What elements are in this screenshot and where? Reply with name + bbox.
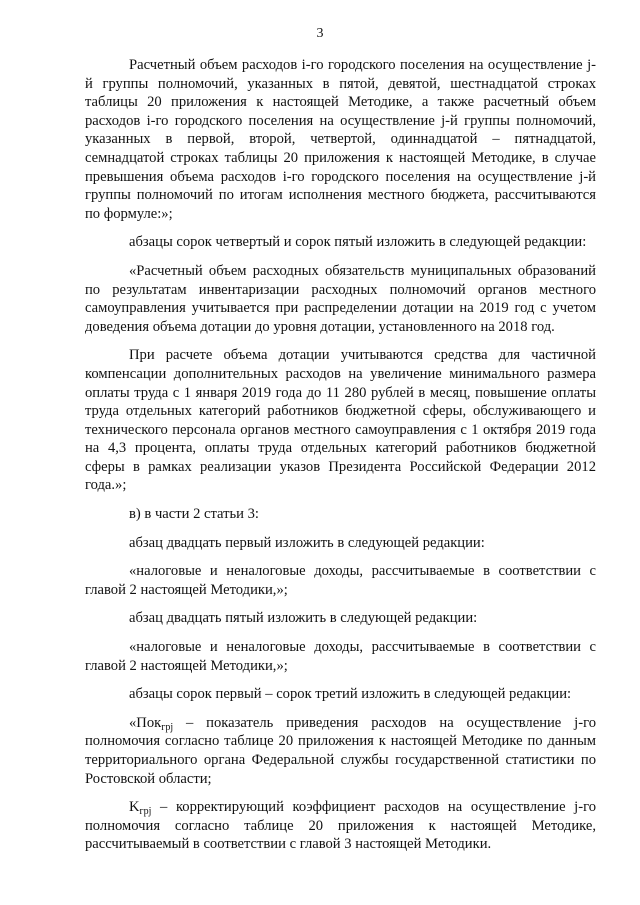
- document-body: [85, 56, 596, 864]
- paragraph-part-2-article-3: в) в части 2 статьи 3:: [129, 506, 259, 523]
- k-text: – корректирующий коэффициент расходов на осуществление j-го полномочия согласно таблице 20 приложения к настоящей Методике, рассчитываемый в соответствии с главой 3 настоящей Методики.: [85, 799, 596, 853]
- pok-subscript: гpj: [161, 721, 174, 733]
- paragraph-calc-volume: Расчетный объем расходов i-го городского поселения на осуществление j-й группы полномочий, указанных в пятой, девятой, шестнадцатой строках таблицы 20 приложения к настоящей Методике, а также расчетный объем расходов i-го городского поселения на осуществление j-й группы полномочий, указанных в первой, второй, четвертой, одиннадцатой – пятнадцатой, семнадцатой строках таблицы 20 приложения к настоящей Методике, в случае превышения объема расходов i-го городского поселения на осуществление j-й группы полномочий по итогам исполнения местного бюджета, рассчитываются по формуле:»;: [85, 57, 596, 222]
- paragraph-amend-41-43: абзацы сорок первый – сорок третий изложить в следующей редакции:: [129, 686, 572, 703]
- k-subscript: гpj: [139, 806, 152, 818]
- paragraph-subsidy-calc: При расчете объема дотации учитываются средства для частичной компенсации дополнительных расходов на увеличение минимального размера оплаты труда с 1 января 2019 года до 11 280 рублей в месяц, повышение оплаты труда отдельных категорий работников бюджетной сферы, обслуживающего и технического персонала органов местного самоуправления с 1 октября 2019 года на 4,3 процента, оплаты труда отдельных категорий работников бюджетной сферы в рамках реализации указов Президента Российской Федерации 2012 года.»;: [85, 347, 596, 494]
- paragraph-amend-44-45: абзацы сорок четвертый и сорок пятый изложить в следующей редакции:: [129, 234, 587, 251]
- page-number: 3: [316, 26, 324, 41]
- paragraph-amend-21: абзац двадцать первый изложить в следующей редакции:: [129, 534, 485, 551]
- pok-symbol: «Пок: [129, 714, 162, 731]
- paragraph-k-definition: [85, 798, 596, 854]
- pok-text: – показатель приведения расходов на осуществление j-го полномочия согласно таблице 20 приложения к настоящей Методике по данным территориального органа Федеральной службы государственной статистики по Ростовской области;: [85, 714, 596, 787]
- k-symbol: K: [129, 799, 140, 816]
- paragraph-inventory: «Расчетный объем расходных обязательств муниципальных образований по результатам инвентаризации расходных полномочий органов местного самоуправления учитывается при распределении дотации на 2019 год с учетом доведения объема дотации до уровня дотации, установленного на 2018 год.: [85, 262, 596, 335]
- paragraph-pok-definition: [85, 714, 596, 788]
- paragraph-tax-revenue-1: «налоговые и неналоговые доходы, рассчитываемые в соответствии с главой 2 настоящей Методики,»;: [85, 563, 596, 598]
- paragraph-tax-revenue-2: «налоговые и неналоговые доходы, рассчитываемые в соответствии с главой 2 настоящей Методики,»;: [85, 639, 596, 674]
- paragraph-amend-25: абзац двадцать пятый изложить в следующей редакции:: [129, 610, 478, 627]
